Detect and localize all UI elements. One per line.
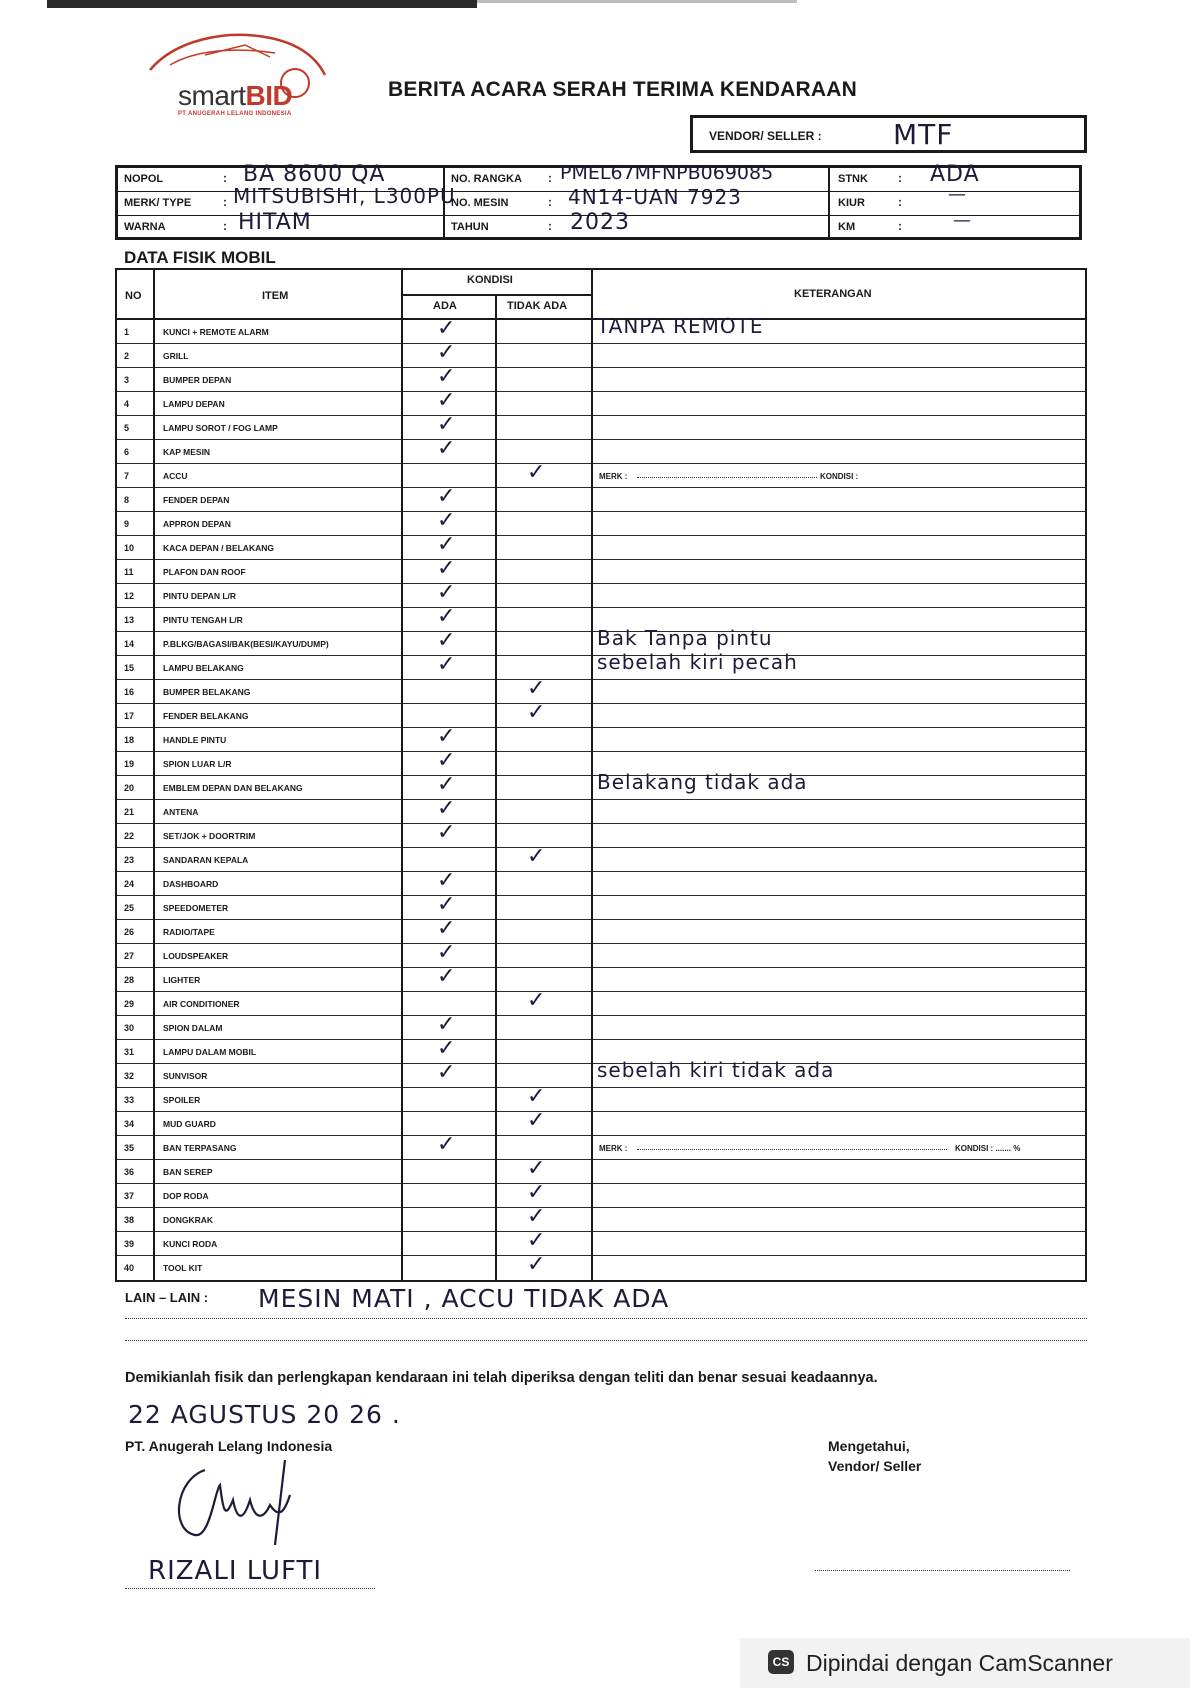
mesin-colon: : [548,195,552,209]
lain-lain-line-1 [125,1318,1087,1319]
rangka-label: NO. RANGKA [451,173,522,185]
row-item: BAN SEREP [163,1167,213,1177]
check-ada-icon: ✓ [437,628,456,653]
document-title: BERITA ACARA SERAH TERIMA KENDARAAN [388,78,857,101]
scanner-watermark [740,1638,1190,1688]
check-tidak-ada-icon: ✓ [527,1084,546,1109]
check-ada-icon: ✓ [437,1060,456,1085]
logo-subtitle: PT ANUGERAH LELANG INDONESIA [178,111,292,117]
check-ada-icon: ✓ [437,388,456,413]
header-ada: ADA [433,300,457,312]
row-number: 25 [124,903,135,913]
row-item: DOP RODA [163,1191,209,1201]
row-number: 1 [124,327,130,337]
row-item: FENDER BELAKANG [163,711,249,721]
tahun-value: 2023 [570,210,630,235]
row-item: BUMPER DEPAN [163,375,232,385]
accu-kondisi-label: KONDISI : [820,472,859,481]
check-ada-icon: ✓ [437,484,456,509]
mesin-value: 4N14-UAN 7923 [568,185,742,209]
row-number: 28 [124,975,135,985]
tahun-colon: : [548,219,552,233]
table-row [117,484,1085,512]
lain-lain-value: MESIN MATI , ACCU TIDAK ADA [258,1284,670,1313]
knows-line-2: Vendor/ Seller [828,1458,922,1474]
kiur-label: KIUR [838,197,865,209]
row-item: ACCU [163,471,188,481]
warna-value: HITAM [238,210,312,235]
table-row [117,556,1085,584]
row-number: 37 [124,1191,135,1201]
table-row [117,532,1085,560]
rangka-colon: : [548,171,552,185]
check-tidak-ada-icon: ✓ [527,700,546,725]
row-item: LIGHTER [163,975,201,985]
row-item: AIR CONDITIONER [163,999,240,1009]
check-ada-icon: ✓ [437,340,456,365]
row-number: 11 [124,567,134,577]
kiur-colon: : [898,195,902,209]
row-item: SUNVISOR [163,1071,208,1081]
check-ada-icon: ✓ [437,316,456,341]
row-number: 7 [124,471,130,481]
row-item: PLAFON DAN ROOF [163,567,246,577]
row-item: BAN TERPASANG [163,1143,237,1153]
row-item: SET/JOK + DOORTRIM [163,831,256,841]
km-value: — [953,210,972,231]
table-row [117,770,1085,800]
scanner-text: Dipindai dengan CamScanner [806,1650,1113,1676]
table-row [117,1058,1085,1088]
check-ada-icon: ✓ [437,796,456,821]
row-number: 24 [124,879,135,889]
vehicle-info-grid [115,162,1082,240]
row-number: 30 [124,1023,135,1033]
table-row [117,1228,1085,1256]
row-item: DONGKRAK [163,1215,214,1225]
row-number: 23 [124,855,135,865]
row-item: LAMPU DALAM MOBIL [163,1047,257,1057]
scan-edge-bar-light [477,0,797,3]
date-value: 22 AGUSTUS 20 26 . [128,1400,401,1429]
vendor-value: MTF [893,118,954,151]
ban-merk-label: MERK : [599,1144,628,1153]
merk-value: MITSUBISHI, L300PU [233,184,456,208]
row-number: 33 [124,1095,135,1105]
company-name: PT. Anugerah Lelang Indonesia [125,1438,333,1454]
check-tidak-ada-icon: ✓ [527,844,546,869]
row-number: 3 [124,375,130,385]
row-item: SANDARAN KEPALA [163,855,249,865]
table-row [117,916,1085,944]
row-note: sebelah kiri tidak ada [597,1058,835,1082]
row-number: 34 [124,1119,135,1129]
vendor-sign-line [815,1570,1070,1571]
vendor-box [690,115,1087,153]
row-item: RADIO/TAPE [163,927,215,937]
row-item: GRILL [163,351,189,361]
row-number: 29 [124,999,135,1009]
col-line-tidak-ada [591,270,593,1280]
row-number: 13 [124,615,135,625]
check-ada-icon: ✓ [437,892,456,917]
knows-line-1: Mengetahui, [828,1438,910,1454]
row-item: DASHBOARD [163,879,219,889]
row-number: 9 [124,519,130,529]
row-number: 5 [124,423,130,433]
row-number: 8 [124,495,130,505]
check-ada-icon: ✓ [437,1012,456,1037]
check-ada-icon: ✓ [437,364,456,389]
row-number: 21 [124,807,135,817]
table-row [117,1156,1085,1184]
table-row [117,844,1085,872]
col-line-ada [495,294,497,1280]
check-ada-icon: ✓ [437,652,456,677]
row-number: 39 [124,1239,135,1249]
table-row [117,1180,1085,1208]
km-label: KM [838,221,856,233]
mesin-label: NO. MESIN [451,197,509,209]
row-note: Bak Tanpa pintu [597,626,773,650]
row-note: sebelah kiri pecah [597,650,798,674]
accu-merk-label: MERK : [599,472,628,481]
scan-edge-bar [47,0,477,8]
table-row [117,436,1085,464]
row-number: 15 [124,663,135,673]
check-tidak-ada-icon: ✓ [527,1180,546,1205]
table-header [117,270,1085,320]
table-row [117,940,1085,968]
row-item: KACA DEPAN / BELAKANG [163,543,274,553]
table-row [117,1132,1085,1160]
table-row [117,314,1085,344]
check-ada-icon: ✓ [437,412,456,437]
check-tidak-ada-icon: ✓ [527,1252,546,1277]
check-ada-icon: ✓ [437,772,456,797]
table-row [117,796,1085,824]
table-row [117,1012,1085,1040]
tahun-label: TAHUN [451,221,489,233]
row-number: 31 [124,1047,135,1057]
check-ada-icon: ✓ [437,508,456,533]
table-row [117,964,1085,992]
check-ada-icon: ✓ [437,556,456,581]
row-item: SPION LUAR L/R [163,759,232,769]
camscanner-icon: CS [768,1650,794,1674]
table-row [117,724,1085,752]
check-ada-icon: ✓ [437,724,456,749]
signer-name: RIZALI LUFTI [148,1556,323,1586]
row-number: 20 [124,783,135,793]
table-row [117,700,1085,728]
check-tidak-ada-icon: ✓ [527,1156,546,1181]
col-line-item [401,270,403,1280]
row-note: Belakang tidak ada [597,770,808,794]
row-number: 2 [124,351,130,361]
row-number: 26 [124,927,135,937]
row-item: KUNCI RODA [163,1239,218,1249]
table-row [117,892,1085,920]
table-row [117,580,1085,608]
row-number: 27 [124,951,135,961]
col-line-no [153,270,155,1280]
row-item: SPEEDOMETER [163,903,229,913]
table-row [117,650,1085,680]
row-item: BUMPER BELAKANG [163,687,251,697]
table-row [117,868,1085,896]
ban-kondisi-label: KONDISI : ....... % [955,1144,1021,1153]
table-row [117,676,1085,704]
table-row [117,1084,1085,1112]
merk-dotted-line [637,1149,947,1150]
check-ada-icon: ✓ [437,532,456,557]
vendor-label: VENDOR/ SELLER : [709,129,822,143]
checklist-table [115,268,1087,1282]
lain-lain-line-2 [125,1340,1087,1341]
check-ada-icon: ✓ [437,748,456,773]
check-tidak-ada-icon: ✓ [527,988,546,1013]
table-row [117,340,1085,368]
check-ada-icon: ✓ [437,580,456,605]
warna-colon: : [223,219,227,233]
table-row [117,1204,1085,1232]
row-number: 22 [124,831,135,841]
header-no: NO [125,290,142,302]
check-ada-icon: ✓ [437,868,456,893]
check-ada-icon: ✓ [437,436,456,461]
check-ada-icon: ✓ [437,604,456,629]
check-tidak-ada-icon: ✓ [527,1228,546,1253]
check-tidak-ada-icon: ✓ [527,676,546,701]
row-number: 19 [124,759,135,769]
table-row [117,364,1085,392]
row-item: P.BLKG/BAGASI/BAK(BESI/KAYU/DUMP) [163,639,329,649]
header-kondisi: KONDISI [467,274,513,286]
vendor-acknowledge [828,1436,921,1476]
logo-wordmark: smartBID [178,80,293,111]
table-body [117,314,1085,1280]
header-keterangan: KETERANGAN [794,288,872,300]
row-item: PINTU TENGAH L/R [163,615,243,625]
row-number: 18 [124,735,135,745]
kiur-value: — [948,184,967,205]
merk-colon: : [223,195,227,209]
signer-line [125,1588,375,1589]
row-number: 14 [124,639,135,649]
row-number: 12 [124,591,135,601]
nopol-colon: : [223,171,227,185]
table-row [117,388,1085,416]
stnk-colon: : [898,171,902,185]
row-number: 35 [124,1143,135,1153]
row-item: HANDLE PINTU [163,735,227,745]
stnk-label: STNK [838,173,868,185]
check-ada-icon: ✓ [437,1132,456,1157]
row-item: MUD GUARD [163,1119,216,1129]
table-row [117,988,1085,1016]
rangka-value: PMEL67MFNPB069085 [560,162,774,184]
row-item: KAP MESIN [163,447,211,457]
header-tidak-ada: TIDAK ADA [507,300,568,312]
stnk-value: ADA [930,162,980,187]
row-item: APPRON DEPAN [163,519,231,529]
check-tidak-ada-icon: ✓ [527,460,546,485]
row-number: 17 [124,711,135,721]
row-number: 32 [124,1071,135,1081]
row-note: TANPA REMOTE [597,314,764,338]
table-row [117,508,1085,536]
row-item: LAMPU SOROT / FOG LAMP [163,423,278,433]
nopol-label: NOPOL [124,173,164,185]
row-item: ANTENA [163,807,199,817]
check-ada-icon: ✓ [437,916,456,941]
row-number: 40 [124,1263,135,1273]
row-number: 4 [124,399,130,409]
table-row [117,820,1085,848]
km-colon: : [898,219,902,233]
row-number: 10 [124,543,135,553]
signature-mark [165,1450,335,1550]
merk-label: MERK/ TYPE [124,197,192,209]
row-item: LAMPU DEPAN [163,399,225,409]
row-item: TOOL KIT [163,1263,203,1273]
merk-dotted-line [637,477,817,478]
check-ada-icon: ✓ [437,820,456,845]
table-row [117,1108,1085,1136]
check-ada-icon: ✓ [437,1036,456,1061]
check-ada-icon: ✓ [437,964,456,989]
row-number: 36 [124,1167,135,1177]
section-title: DATA FISIK MOBIL [124,248,276,267]
row-item: KUNCI + REMOTE ALARM [163,327,269,337]
row-item: SPOILER [163,1095,201,1105]
row-item: PINTU DEPAN L/R [163,591,237,601]
check-tidak-ada-icon: ✓ [527,1108,546,1133]
check-tidak-ada-icon: ✓ [527,1204,546,1229]
table-row [117,460,1085,488]
row-number: 38 [124,1215,135,1225]
row-item: LAMPU BELAKANG [163,663,244,673]
header-item: ITEM [262,290,289,302]
warna-label: WARNA [124,221,166,233]
lain-lain-label: LAIN – LAIN : [125,1290,209,1305]
row-number: 6 [124,447,130,457]
table-row [117,412,1085,440]
info-divider-2 [828,168,830,237]
row-item: EMBLEM DEPAN DAN BELAKANG [163,783,303,793]
table-row [117,1252,1085,1280]
row-item: LOUDSPEAKER [163,951,229,961]
row-item: SPION DALAM [163,1023,223,1033]
statement-text: Demikianlah fisik dan perlengkapan kendaraan ini telah diperiksa dengan teliti dan benar sesuai keadaannya. [125,1370,878,1386]
nopol-value: BA 8600 QA [243,162,386,187]
check-ada-icon: ✓ [437,940,456,965]
row-item: FENDER DEPAN [163,495,230,505]
row-number: 16 [124,687,135,697]
